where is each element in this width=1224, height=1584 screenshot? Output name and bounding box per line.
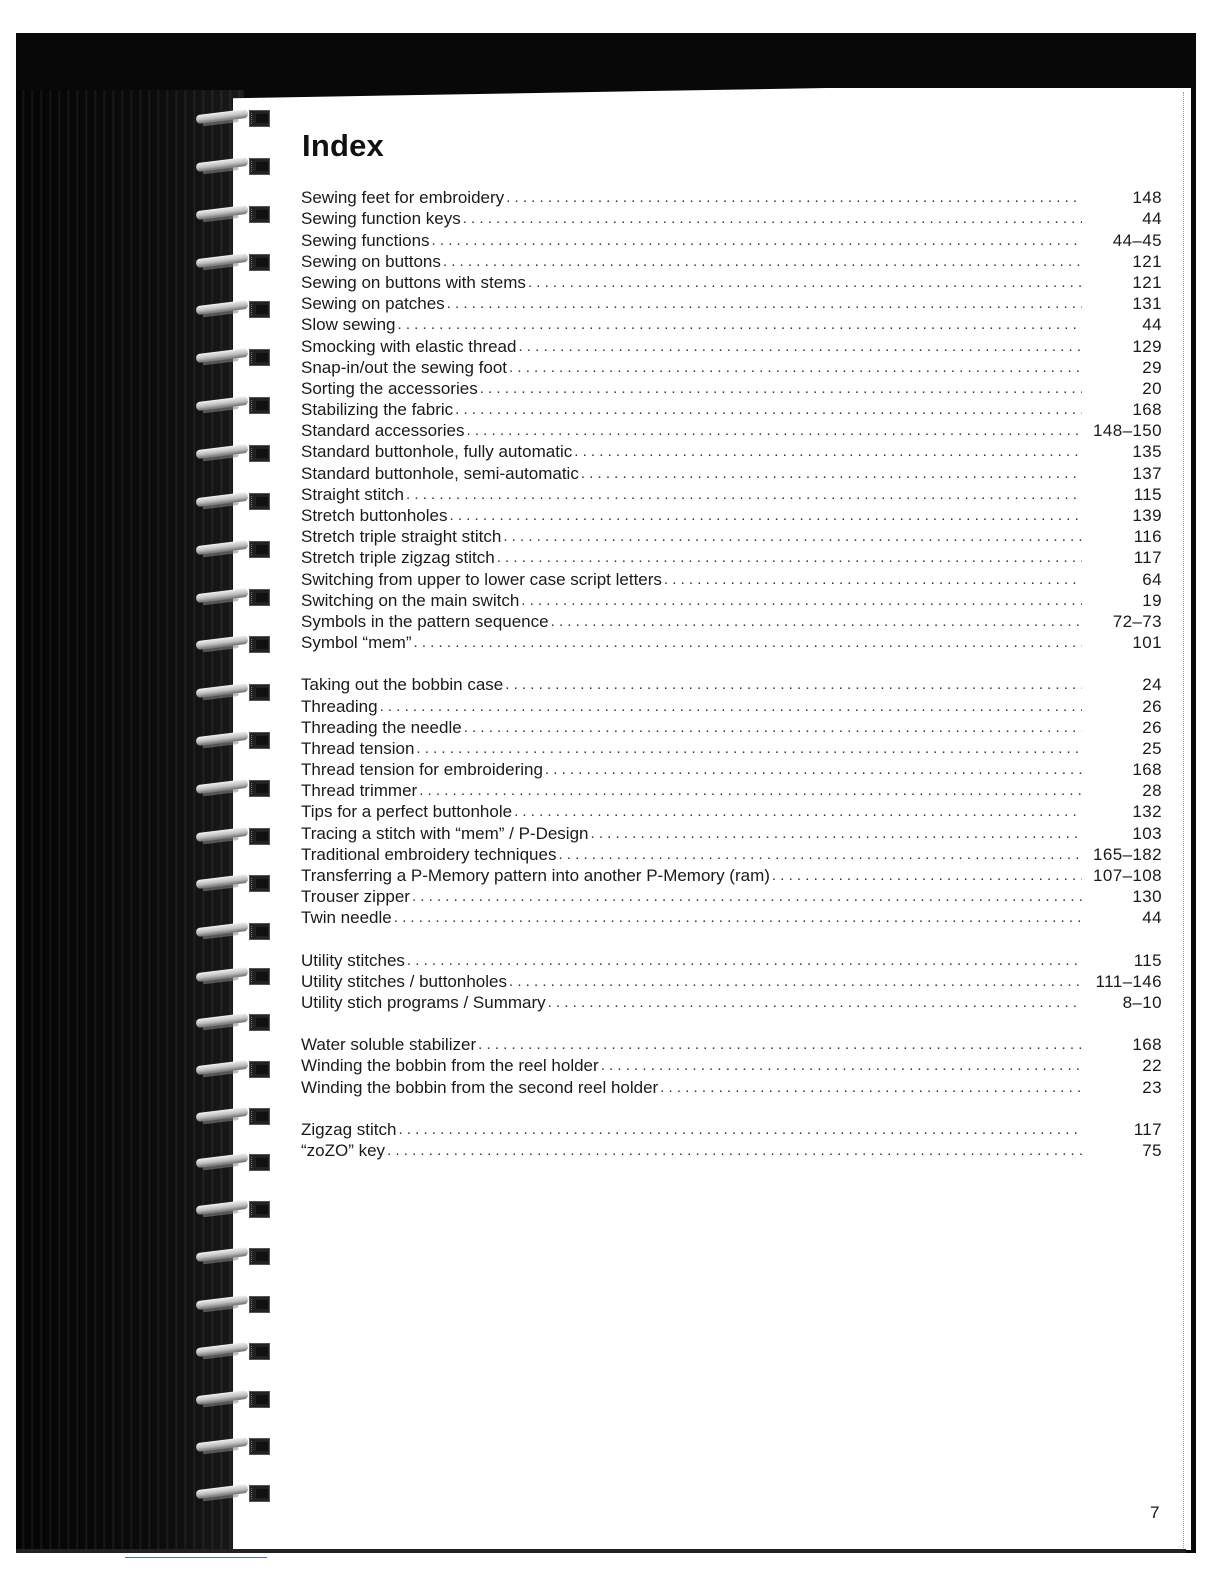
index-entry <box>301 971 1168 992</box>
dot-leader <box>660 1077 1082 1098</box>
index-entry-page: 103 <box>1132 823 1162 843</box>
dot-leader <box>407 950 1082 971</box>
page-number: 7 <box>1150 1503 1160 1522</box>
punch-hole <box>249 684 270 701</box>
punch-hole <box>249 1061 270 1078</box>
index-entry <box>301 590 1168 611</box>
index-entry <box>301 462 1168 483</box>
index-entry <box>301 1076 1168 1097</box>
index-entry-page: 24 <box>1142 675 1162 695</box>
punch-hole <box>249 780 270 797</box>
index-entry-page: 148 <box>1132 188 1162 208</box>
index-entry-label: Twin needle <box>301 908 392 928</box>
dot-leader <box>432 230 1082 251</box>
punch-hole <box>249 301 270 318</box>
index-entry <box>301 992 1168 1013</box>
punch-hole <box>249 732 270 749</box>
dot-leader <box>521 590 1082 611</box>
dot-leader <box>528 272 1082 293</box>
index-entry-label: Standard accessories <box>301 421 465 441</box>
index-entry <box>301 484 1168 505</box>
index-entry <box>301 272 1168 293</box>
index-entry-page: 121 <box>1132 272 1162 292</box>
punch-hole <box>249 445 270 462</box>
dot-leader <box>416 738 1082 759</box>
index-entry-page: 75 <box>1142 1140 1162 1160</box>
dot-leader <box>509 357 1082 378</box>
punch-hole <box>249 636 270 653</box>
dot-leader <box>581 463 1082 484</box>
dot-leader <box>574 441 1082 462</box>
index-entry-label: Sewing function keys <box>301 209 461 229</box>
index-entry-page: 168 <box>1132 760 1162 780</box>
index-entry <box>301 314 1168 335</box>
index-entry-page: 135 <box>1132 442 1162 462</box>
dot-leader <box>548 992 1082 1013</box>
index-entry-page: 115 <box>1133 950 1162 970</box>
index-entry-page: 72–73 <box>1112 611 1162 631</box>
index-entry-page: 101 <box>1132 633 1162 653</box>
index-entry-page: 64 <box>1142 569 1162 589</box>
index-entry <box>301 759 1168 780</box>
index-entry-label: Sewing on buttons with stems <box>301 272 526 292</box>
index-group <box>301 1034 1168 1098</box>
index-entry <box>301 251 1168 272</box>
index-entry-page: 139 <box>1132 506 1162 525</box>
dot-leader <box>497 547 1082 568</box>
index-entry <box>301 399 1168 420</box>
page-edge <box>1183 92 1194 1552</box>
index-entry-page: 165–182 <box>1093 844 1162 864</box>
index-group <box>301 1119 1168 1161</box>
index-entry <box>301 229 1168 250</box>
index-group <box>301 187 1168 653</box>
index-entry-label: Snap-in/out the sewing foot <box>301 357 508 377</box>
index-entry-label: Utility stitches / buttonholes <box>301 971 507 991</box>
index-entry-label: Stabilizing the fabric <box>301 400 454 420</box>
dot-leader <box>464 717 1082 738</box>
dot-leader <box>412 886 1082 907</box>
index-entry <box>301 886 1168 907</box>
dot-leader <box>509 971 1082 992</box>
dot-leader <box>380 696 1082 717</box>
index-entry <box>301 738 1168 759</box>
index-entry-label: Zigzag stitch <box>301 1119 397 1139</box>
dot-leader <box>406 484 1082 505</box>
punch-hole <box>249 206 270 223</box>
index-entry-page: 117 <box>1133 1119 1162 1139</box>
index-entry <box>301 865 1168 886</box>
index-entry <box>301 717 1168 738</box>
index-entry-label: “zoZO” key <box>301 1140 386 1160</box>
index-entry-label: Tips for a perfect buttonhole <box>301 802 513 822</box>
dot-leader <box>601 1055 1082 1076</box>
index-entry-page: 107–108 <box>1093 866 1162 885</box>
index-entry-page: 168 <box>1132 400 1162 420</box>
index-entry <box>301 780 1168 801</box>
scan-bottom-edge <box>16 1549 1186 1553</box>
dot-leader <box>387 1140 1082 1161</box>
index-entry-label: Transferring a P-Memory pattern into another P-Memory (ram) <box>301 866 770 885</box>
punch-hole <box>249 1014 270 1031</box>
index-entry-label: Stretch buttonholes <box>301 506 448 525</box>
index-entry-label: Straight stitch <box>301 484 404 504</box>
index-entry-label: Thread tension for embroidering <box>301 760 543 780</box>
dot-leader <box>480 378 1082 399</box>
punch-hole <box>249 1154 270 1171</box>
index-entry-page: 121 <box>1132 251 1162 271</box>
punch-hole <box>249 968 270 985</box>
dot-leader <box>772 865 1082 886</box>
index-entry-label: Threading <box>301 696 378 716</box>
index-entry-page: 29 <box>1142 357 1162 377</box>
punch-hole <box>249 541 270 558</box>
index-entry <box>301 632 1168 653</box>
index-entry-page: 130 <box>1132 887 1162 907</box>
index-entry <box>301 1140 1168 1161</box>
index-entry-label: Thread tension <box>301 738 415 758</box>
index-entry-label: Utility stich programs / Summary <box>301 992 546 1012</box>
punch-hole <box>249 828 270 845</box>
dot-leader <box>398 314 1083 335</box>
index-entry-label: Slow sewing <box>301 315 396 335</box>
index-entry-page: 115 <box>1133 484 1162 504</box>
index-entry <box>301 505 1168 526</box>
index-entry <box>301 844 1168 865</box>
dot-leader <box>398 1119 1082 1140</box>
dot-leader <box>455 399 1082 420</box>
index-entry-label: Symbols in the pattern sequence <box>301 611 549 631</box>
index-entry-label: Trouser zipper <box>301 887 410 907</box>
index-entry-label: Sorting the accessories <box>301 378 478 398</box>
index-entry-label: Stretch triple zigzag stitch <box>301 548 495 568</box>
dot-leader <box>664 569 1082 590</box>
dot-leader <box>551 611 1082 632</box>
index-entry-page: 23 <box>1142 1077 1162 1097</box>
punch-hole <box>249 1391 270 1408</box>
dot-leader <box>463 208 1082 229</box>
index-entry-page: 28 <box>1142 781 1162 801</box>
punch-hole <box>249 397 270 414</box>
index-entry-page: 19 <box>1142 590 1162 610</box>
index-entry-label: Smocking with elastic thread <box>301 336 517 356</box>
index-entry-label: Sewing on patches <box>301 294 445 314</box>
index-entry <box>301 547 1168 568</box>
index-group <box>301 949 1168 1013</box>
index-entry <box>301 695 1168 716</box>
index-entry-page: 44 <box>1142 315 1162 335</box>
punch-hole <box>249 349 270 366</box>
index-entry-label: Threading the needle <box>301 717 462 737</box>
punch-hole <box>249 923 270 940</box>
index-entry-label: Traditional embroidery techniques <box>301 844 557 864</box>
dot-leader <box>591 823 1083 844</box>
index-entry-label: Thread trimmer <box>301 781 418 801</box>
dot-leader <box>394 907 1082 928</box>
index-entry-page: 116 <box>1133 527 1162 547</box>
index-entry <box>301 293 1168 314</box>
index-entry-label: Water soluble stabilizer <box>301 1035 477 1055</box>
dot-leader <box>449 505 1082 526</box>
index-entry-label: Switching on the main switch <box>301 590 520 610</box>
index-entry-page: 129 <box>1132 336 1162 356</box>
index-entry-page: 132 <box>1132 802 1162 822</box>
index-group <box>301 674 1168 928</box>
index-entry-label: Switching from upper to lower case script letters <box>301 569 662 589</box>
punch-hole <box>249 158 270 175</box>
punch-hole <box>249 1248 270 1265</box>
index-entry <box>301 526 1168 547</box>
punch-hole <box>249 110 270 127</box>
index-entry-page: 111–146 <box>1095 971 1162 991</box>
index-entry <box>301 907 1168 928</box>
punch-hole <box>249 875 270 892</box>
index-entry <box>301 187 1168 208</box>
scan-artifact-line <box>125 1557 267 1558</box>
dot-leader <box>558 844 1082 865</box>
index-entry-page: 44 <box>1142 209 1162 229</box>
index-entry-label: Utility stitches <box>301 950 405 970</box>
dot-leader <box>503 526 1082 547</box>
dot-leader <box>414 632 1082 653</box>
index-entry <box>301 949 1168 970</box>
index-entry <box>301 420 1168 441</box>
punch-hole <box>249 1485 270 1502</box>
dot-leader <box>466 420 1082 441</box>
punch-hole <box>249 1108 270 1125</box>
index-entry <box>301 378 1168 399</box>
index-list <box>301 187 1168 1182</box>
punch-hole <box>249 1296 270 1313</box>
index-entry-label: Symbol “mem” <box>301 633 412 653</box>
index-entry <box>301 1119 1168 1140</box>
index-entry-page: 44 <box>1142 908 1162 928</box>
index-entry-page: 137 <box>1132 463 1162 483</box>
index-entry <box>301 568 1168 589</box>
index-entry <box>301 335 1168 356</box>
index-entry <box>301 611 1168 632</box>
dot-leader <box>505 674 1082 695</box>
index-entry-page: 148–150 <box>1093 421 1162 441</box>
punch-hole <box>249 1201 270 1218</box>
index-entry-page: 22 <box>1142 1056 1162 1076</box>
index-entry-page: 117 <box>1133 548 1162 568</box>
index-entry <box>301 674 1168 695</box>
index-entry <box>301 801 1168 822</box>
index-entry-label: Sewing on buttons <box>301 251 441 271</box>
index-entry-page: 131 <box>1132 294 1162 314</box>
punch-hole <box>249 254 270 271</box>
index-entry-label: Taking out the bobbin case <box>301 675 504 695</box>
index-entry-page: 44–45 <box>1112 230 1162 250</box>
index-entry-label: Sewing functions <box>301 230 430 250</box>
index-entry <box>301 208 1168 229</box>
index-entry-page: 20 <box>1142 378 1162 398</box>
punch-hole <box>249 589 270 606</box>
dot-leader <box>518 336 1082 357</box>
dot-leader <box>419 780 1082 801</box>
dot-leader <box>514 801 1082 822</box>
dot-leader <box>545 759 1082 780</box>
punch-hole <box>249 1343 270 1360</box>
index-entry-label: Stretch triple straight stitch <box>301 527 502 547</box>
punch-hole <box>249 493 270 510</box>
index-entry-label: Sewing feet for embroidery <box>301 188 505 208</box>
page-title: Index <box>302 128 384 163</box>
index-entry <box>301 822 1168 843</box>
dot-leader <box>447 293 1082 314</box>
punch-hole <box>249 1438 270 1455</box>
index-entry <box>301 441 1168 462</box>
dot-leader <box>443 251 1082 272</box>
index-entry-page: 8–10 <box>1122 992 1162 1012</box>
index-entry <box>301 1034 1168 1055</box>
dot-leader <box>506 187 1082 208</box>
index-entry-page: 26 <box>1142 717 1162 737</box>
index-entry-page: 25 <box>1142 738 1162 758</box>
index-entry-label: Standard buttonhole, semi-automatic <box>301 463 579 483</box>
index-entry <box>301 357 1168 378</box>
index-entry-label: Standard buttonhole, fully automatic <box>301 442 573 462</box>
dot-leader <box>478 1034 1082 1055</box>
index-entry-label: Winding the bobbin from the second reel holder <box>301 1077 659 1097</box>
index-entry-page: 168 <box>1132 1035 1162 1055</box>
index-entry <box>301 1055 1168 1076</box>
index-entry-page: 26 <box>1142 696 1162 716</box>
index-entry-label: Tracing a stitch with “mem” / P-Design <box>301 823 589 843</box>
index-entry-label: Winding the bobbin from the reel holder <box>301 1056 599 1076</box>
